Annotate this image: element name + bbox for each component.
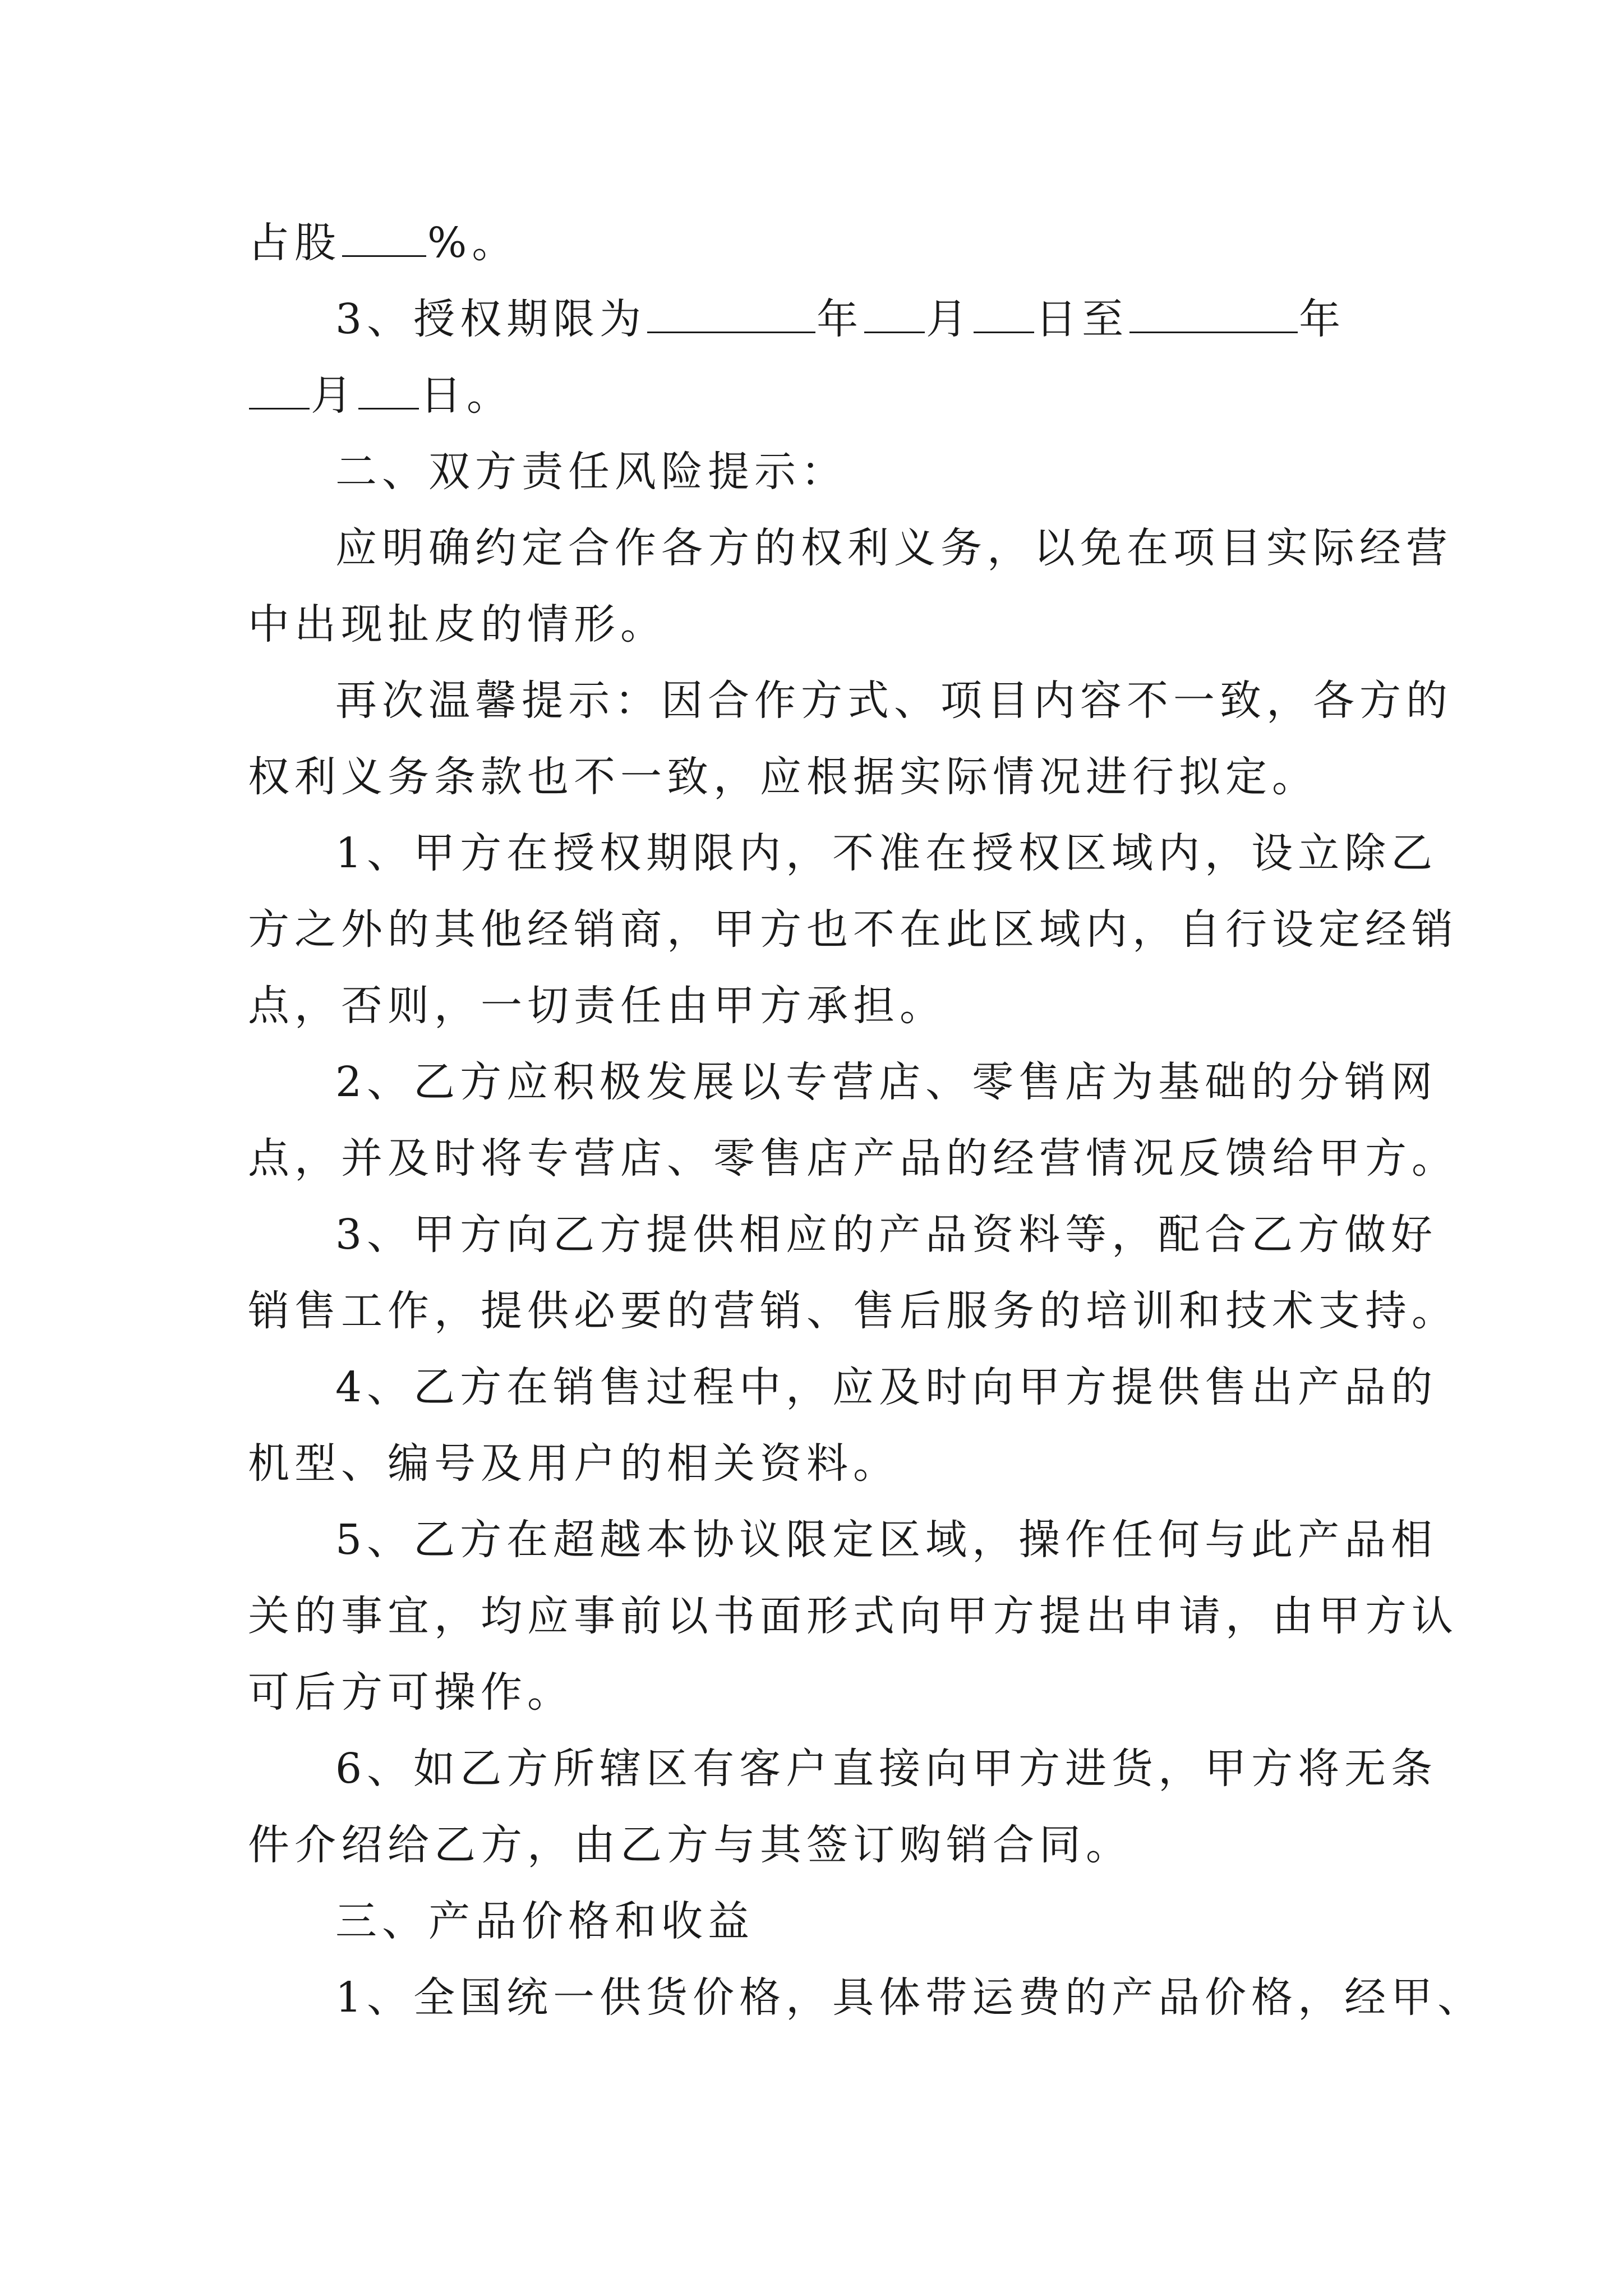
clause-6-line-2: 件介绍给乙方，由乙方与其签订购销合同。 bbox=[248, 1821, 1132, 1869]
start-year-blank bbox=[647, 292, 815, 333]
clause-5-line-1: 5、乙方在超越本协议限定区域，操作任何与此产品相 bbox=[335, 1516, 1438, 1564]
start-day-blank bbox=[974, 292, 1034, 333]
end-year-blank bbox=[1129, 292, 1298, 333]
clause-6-line-1: 6、如乙方所辖区有客户直接向甲方进货，甲方将无条 bbox=[335, 1745, 1438, 1793]
clause-5-line-3: 可后方可操作。 bbox=[248, 1668, 574, 1717]
share-prefix: 占股 bbox=[248, 219, 341, 267]
clause-2-line-2: 点，并及时将专营店、零售店产品的经营情况反馈给甲方。 bbox=[248, 1134, 1458, 1182]
clause-4-line-1: 4、乙方在销售过程中，应及时向甲方提供售出产品的 bbox=[335, 1363, 1438, 1411]
start-year-label: 年 bbox=[817, 295, 864, 343]
share-suffix: %。 bbox=[427, 219, 519, 267]
end-month-blank bbox=[249, 369, 310, 409]
end-day-label: 日。 bbox=[420, 371, 513, 420]
clause-4-line-2: 机型、编号及用户的相关资料。 bbox=[248, 1439, 900, 1488]
start-month-label: 月 bbox=[926, 295, 973, 343]
clause-3-line-2: 销售工作，提供必要的营销、售后服务的培训和技术支持。 bbox=[248, 1287, 1458, 1335]
clause-1-line-2: 方之外的其他经销商，甲方也不在此区域内，自行设定经销 bbox=[248, 905, 1458, 954]
paragraph-tip-1: 再次温馨提示：因合作方式、项目内容不一致，各方的 bbox=[335, 677, 1453, 725]
clause-1-line-3: 点，否则，一切责任由甲方承担。 bbox=[248, 982, 946, 1030]
period-label: 3、授权期限为 bbox=[335, 295, 647, 343]
document-body bbox=[248, 205, 1484, 2036]
clause-5-line-2: 关的事宜，均应事前以书面形式向甲方提出申请，由甲方认 bbox=[248, 1592, 1458, 1640]
start-day-label: 日至 bbox=[1035, 295, 1129, 343]
section-heading-risk: 二、双方责任风险提示： bbox=[335, 448, 847, 496]
clause-1-line-1: 1、甲方在授权期限内，不准在授权区域内，设立除乙 bbox=[335, 829, 1438, 877]
clause-3-line-1: 3、甲方向乙方提供相应的产品资料等，配合乙方做好 bbox=[335, 1211, 1438, 1259]
start-month-blank bbox=[864, 292, 925, 333]
share-ratio-line bbox=[248, 205, 1398, 281]
end-year-label: 年 bbox=[1299, 295, 1346, 343]
price-clause-1-line-1: 1、全国统一供货价格，具体带运费的产品价格，经甲、 bbox=[335, 1973, 1484, 2022]
paragraph-tip-2: 权利义务条款也不一致，应根据实际情况进行拟定。 bbox=[248, 753, 1318, 801]
paragraph-risk-1: 应明确约定合作各方的权利义务，以免在项目实际经营 bbox=[335, 524, 1453, 572]
authorization-period-line-2 bbox=[248, 357, 1398, 434]
paragraph-risk-2: 中出现扯皮的情形。 bbox=[248, 600, 667, 648]
clause-2-line-1: 2、乙方应积极发展以专营店、零售店为基础的分销网 bbox=[335, 1058, 1438, 1106]
authorization-period-line bbox=[248, 281, 1398, 357]
share-percent-blank bbox=[342, 216, 426, 257]
end-month-label: 月 bbox=[311, 371, 357, 420]
section-heading-price: 三、产品价格和收益 bbox=[335, 1897, 754, 1945]
end-day-blank bbox=[358, 369, 419, 409]
